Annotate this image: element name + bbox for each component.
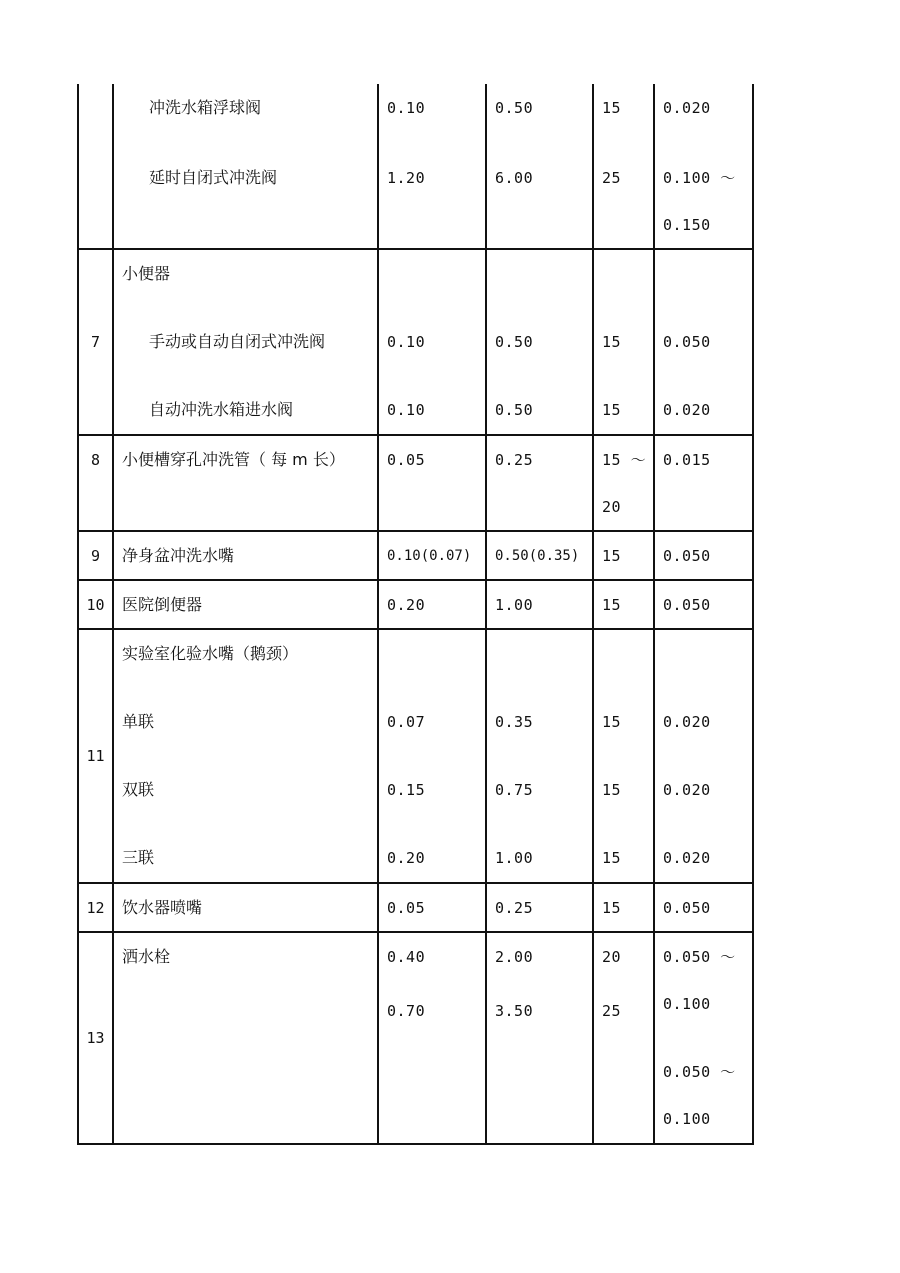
equivalent-cell	[486, 435, 593, 531]
fixture-name-cell	[113, 580, 378, 629]
diameter-cell	[593, 883, 654, 932]
equivalent-value	[487, 201, 592, 248]
pressure-cell	[654, 531, 753, 580]
fixture-name-cell	[113, 932, 378, 1144]
fixture-name: 延时自闭式冲洗阀	[149, 168, 278, 187]
diameter-value: 15	[602, 781, 622, 799]
equivalent-cell	[486, 249, 593, 435]
diameter-cell	[593, 629, 654, 883]
row-index: 10	[78, 580, 113, 629]
diameter-value: 15	[602, 899, 622, 917]
table-row	[78, 883, 753, 932]
pressure-cell	[654, 84, 753, 249]
pressure-value: 0.100 ～	[663, 169, 736, 187]
pressure-value: 0.100	[663, 1110, 711, 1128]
fixture-name	[114, 1048, 377, 1095]
diameter-cell	[593, 580, 654, 629]
water-fixture-table-container	[77, 84, 752, 1145]
flow-cell	[378, 580, 486, 629]
equivalent-cell	[486, 883, 593, 932]
flow-value: 0.05	[387, 899, 426, 917]
diameter-value: 15	[602, 99, 622, 117]
fixture-name	[114, 980, 377, 1048]
pressure-value: 0.020	[663, 849, 711, 867]
flow-value: 0.10	[387, 333, 426, 351]
pressure-value: 0.020	[663, 781, 711, 799]
equivalent-cell	[486, 932, 593, 1144]
equivalent-value: 3.50	[495, 1002, 534, 1020]
diameter-value: 25	[602, 169, 622, 187]
fixture-name-cell	[113, 883, 378, 932]
table-row	[78, 249, 753, 435]
fixture-name	[114, 483, 377, 530]
fixture-name: 自动冲洗水箱进水阀	[149, 400, 294, 419]
diameter-value: 15 ～	[602, 451, 647, 469]
pressure-value: 0.050	[663, 333, 711, 351]
diameter-cell	[593, 435, 654, 531]
diameter-cell	[593, 531, 654, 580]
equivalent-value	[487, 250, 592, 318]
flow-value: 0.10(0.07)	[387, 548, 472, 564]
equivalent-value: 0.50	[495, 99, 534, 117]
flow-value: 0.20	[387, 596, 426, 614]
fixture-name-cell	[113, 531, 378, 580]
row-index: 8	[78, 435, 113, 531]
pressure-cell	[654, 629, 753, 883]
equivalent-value: 0.75	[495, 781, 534, 799]
equivalent-value: 1.00	[495, 596, 534, 614]
diameter-value: 15	[602, 849, 622, 867]
diameter-value: 15	[602, 713, 622, 731]
row-index: 13	[78, 932, 113, 1144]
fixture-name: 单联	[122, 712, 155, 731]
pressure-cell	[654, 249, 753, 435]
fixture-name: 冲洗水箱浮球阀	[149, 98, 262, 117]
table-row	[78, 435, 753, 531]
diameter-cell	[593, 932, 654, 1144]
table-row	[78, 932, 753, 1144]
equivalent-value: 0.50	[495, 401, 534, 419]
diameter-value	[594, 250, 653, 318]
pressure-cell	[654, 435, 753, 531]
pressure-cell	[654, 580, 753, 629]
diameter-value: 25	[602, 1002, 622, 1020]
diameter-cell	[593, 84, 654, 249]
equivalent-value	[487, 630, 592, 698]
pressure-cell	[654, 932, 753, 1144]
flow-value: 1.20	[387, 169, 426, 187]
flow-cell	[378, 629, 486, 883]
flow-value: 0.40	[387, 948, 426, 966]
table-row	[78, 629, 753, 883]
pressure-value: 0.050 ～	[663, 1063, 736, 1081]
equivalent-cell	[486, 629, 593, 883]
fixture-name	[114, 1095, 377, 1143]
equivalent-value: 0.25	[495, 899, 534, 917]
flow-value: 0.15	[387, 781, 426, 799]
equivalent-value: 0.35	[495, 713, 534, 731]
equivalent-value	[487, 483, 592, 530]
table-row	[78, 84, 753, 249]
pressure-value: 0.050	[663, 899, 711, 917]
pressure-value	[655, 250, 752, 318]
fixture-name: 净身盆冲洗水嘴	[122, 546, 235, 565]
flow-value: 0.10	[387, 401, 426, 419]
flow-value: 0.20	[387, 849, 426, 867]
row-index: 7	[78, 249, 113, 435]
flow-cell	[378, 932, 486, 1144]
table-row	[78, 531, 753, 580]
pressure-value	[655, 483, 752, 530]
diameter-value: 15	[602, 547, 622, 565]
diameter-value: 20	[602, 948, 622, 966]
pressure-value	[655, 630, 752, 698]
fixture-name-cell	[113, 249, 378, 435]
flow-value	[379, 630, 485, 698]
flow-value: 0.05	[387, 451, 426, 469]
flow-cell	[378, 435, 486, 531]
pressure-value: 0.100	[663, 995, 711, 1013]
pressure-value: 0.020	[663, 713, 711, 731]
table-row	[78, 580, 753, 629]
flow-value: 0.10	[387, 99, 426, 117]
equivalent-value: 0.50(0.35)	[495, 548, 580, 564]
pressure-value: 0.020	[663, 401, 711, 419]
diameter-value	[594, 630, 653, 698]
equivalent-value: 1.00	[495, 849, 534, 867]
fixture-name-cell	[113, 435, 378, 531]
equivalent-cell	[486, 531, 593, 580]
diameter-value: 15	[602, 596, 622, 614]
pressure-value: 0.050	[663, 596, 711, 614]
fixture-name-cell	[113, 84, 378, 249]
equivalent-cell	[486, 84, 593, 249]
fixture-name: 双联	[122, 780, 155, 799]
fixture-name: 小便器	[122, 264, 171, 283]
flow-cell	[378, 84, 486, 249]
row-index: 9	[78, 531, 113, 580]
flow-cell	[378, 531, 486, 580]
flow-value	[379, 250, 485, 318]
diameter-value: 15	[602, 401, 622, 419]
pressure-value: 0.020	[663, 99, 711, 117]
equivalent-value: 6.00	[495, 169, 534, 187]
fixture-name: 医院倒便器	[122, 595, 203, 614]
flow-value: 0.07	[387, 713, 426, 731]
equivalent-value: 0.25	[495, 451, 534, 469]
fixture-name: 洒水栓	[122, 947, 171, 966]
fixture-name: 手动或自动自闭式冲洗阀	[149, 332, 326, 351]
flow-cell	[378, 249, 486, 435]
water-fixture-table	[77, 84, 754, 1145]
fixture-name: 实验室化验水嘴（鹅颈）	[122, 644, 299, 663]
fixture-name: 饮水器喷嘴	[122, 898, 203, 917]
row-index: 11	[78, 629, 113, 883]
diameter-value	[594, 201, 653, 248]
fixture-name: 小便槽穿孔冲洗管（ 每 m 长）	[122, 450, 345, 469]
pressure-value: 0.050	[663, 547, 711, 565]
pressure-value: 0.150	[663, 216, 711, 234]
fixture-name	[114, 201, 377, 248]
equivalent-value: 0.50	[495, 333, 534, 351]
fixture-name: 三联	[122, 848, 155, 867]
equivalent-cell	[486, 580, 593, 629]
diameter-cell	[593, 249, 654, 435]
fixture-name-cell	[113, 629, 378, 883]
flow-value: 0.70	[387, 1002, 426, 1020]
flow-value	[379, 483, 485, 530]
diameter-value: 15	[602, 333, 622, 351]
flow-cell	[378, 883, 486, 932]
pressure-value: 0.015	[663, 451, 711, 469]
pressure-cell	[654, 883, 753, 932]
pressure-value: 0.050 ～	[663, 948, 736, 966]
flow-value	[379, 201, 485, 248]
diameter-value: 20	[602, 498, 622, 516]
equivalent-value: 2.00	[495, 948, 534, 966]
row-index: 12	[78, 883, 113, 932]
row-index	[78, 84, 113, 249]
